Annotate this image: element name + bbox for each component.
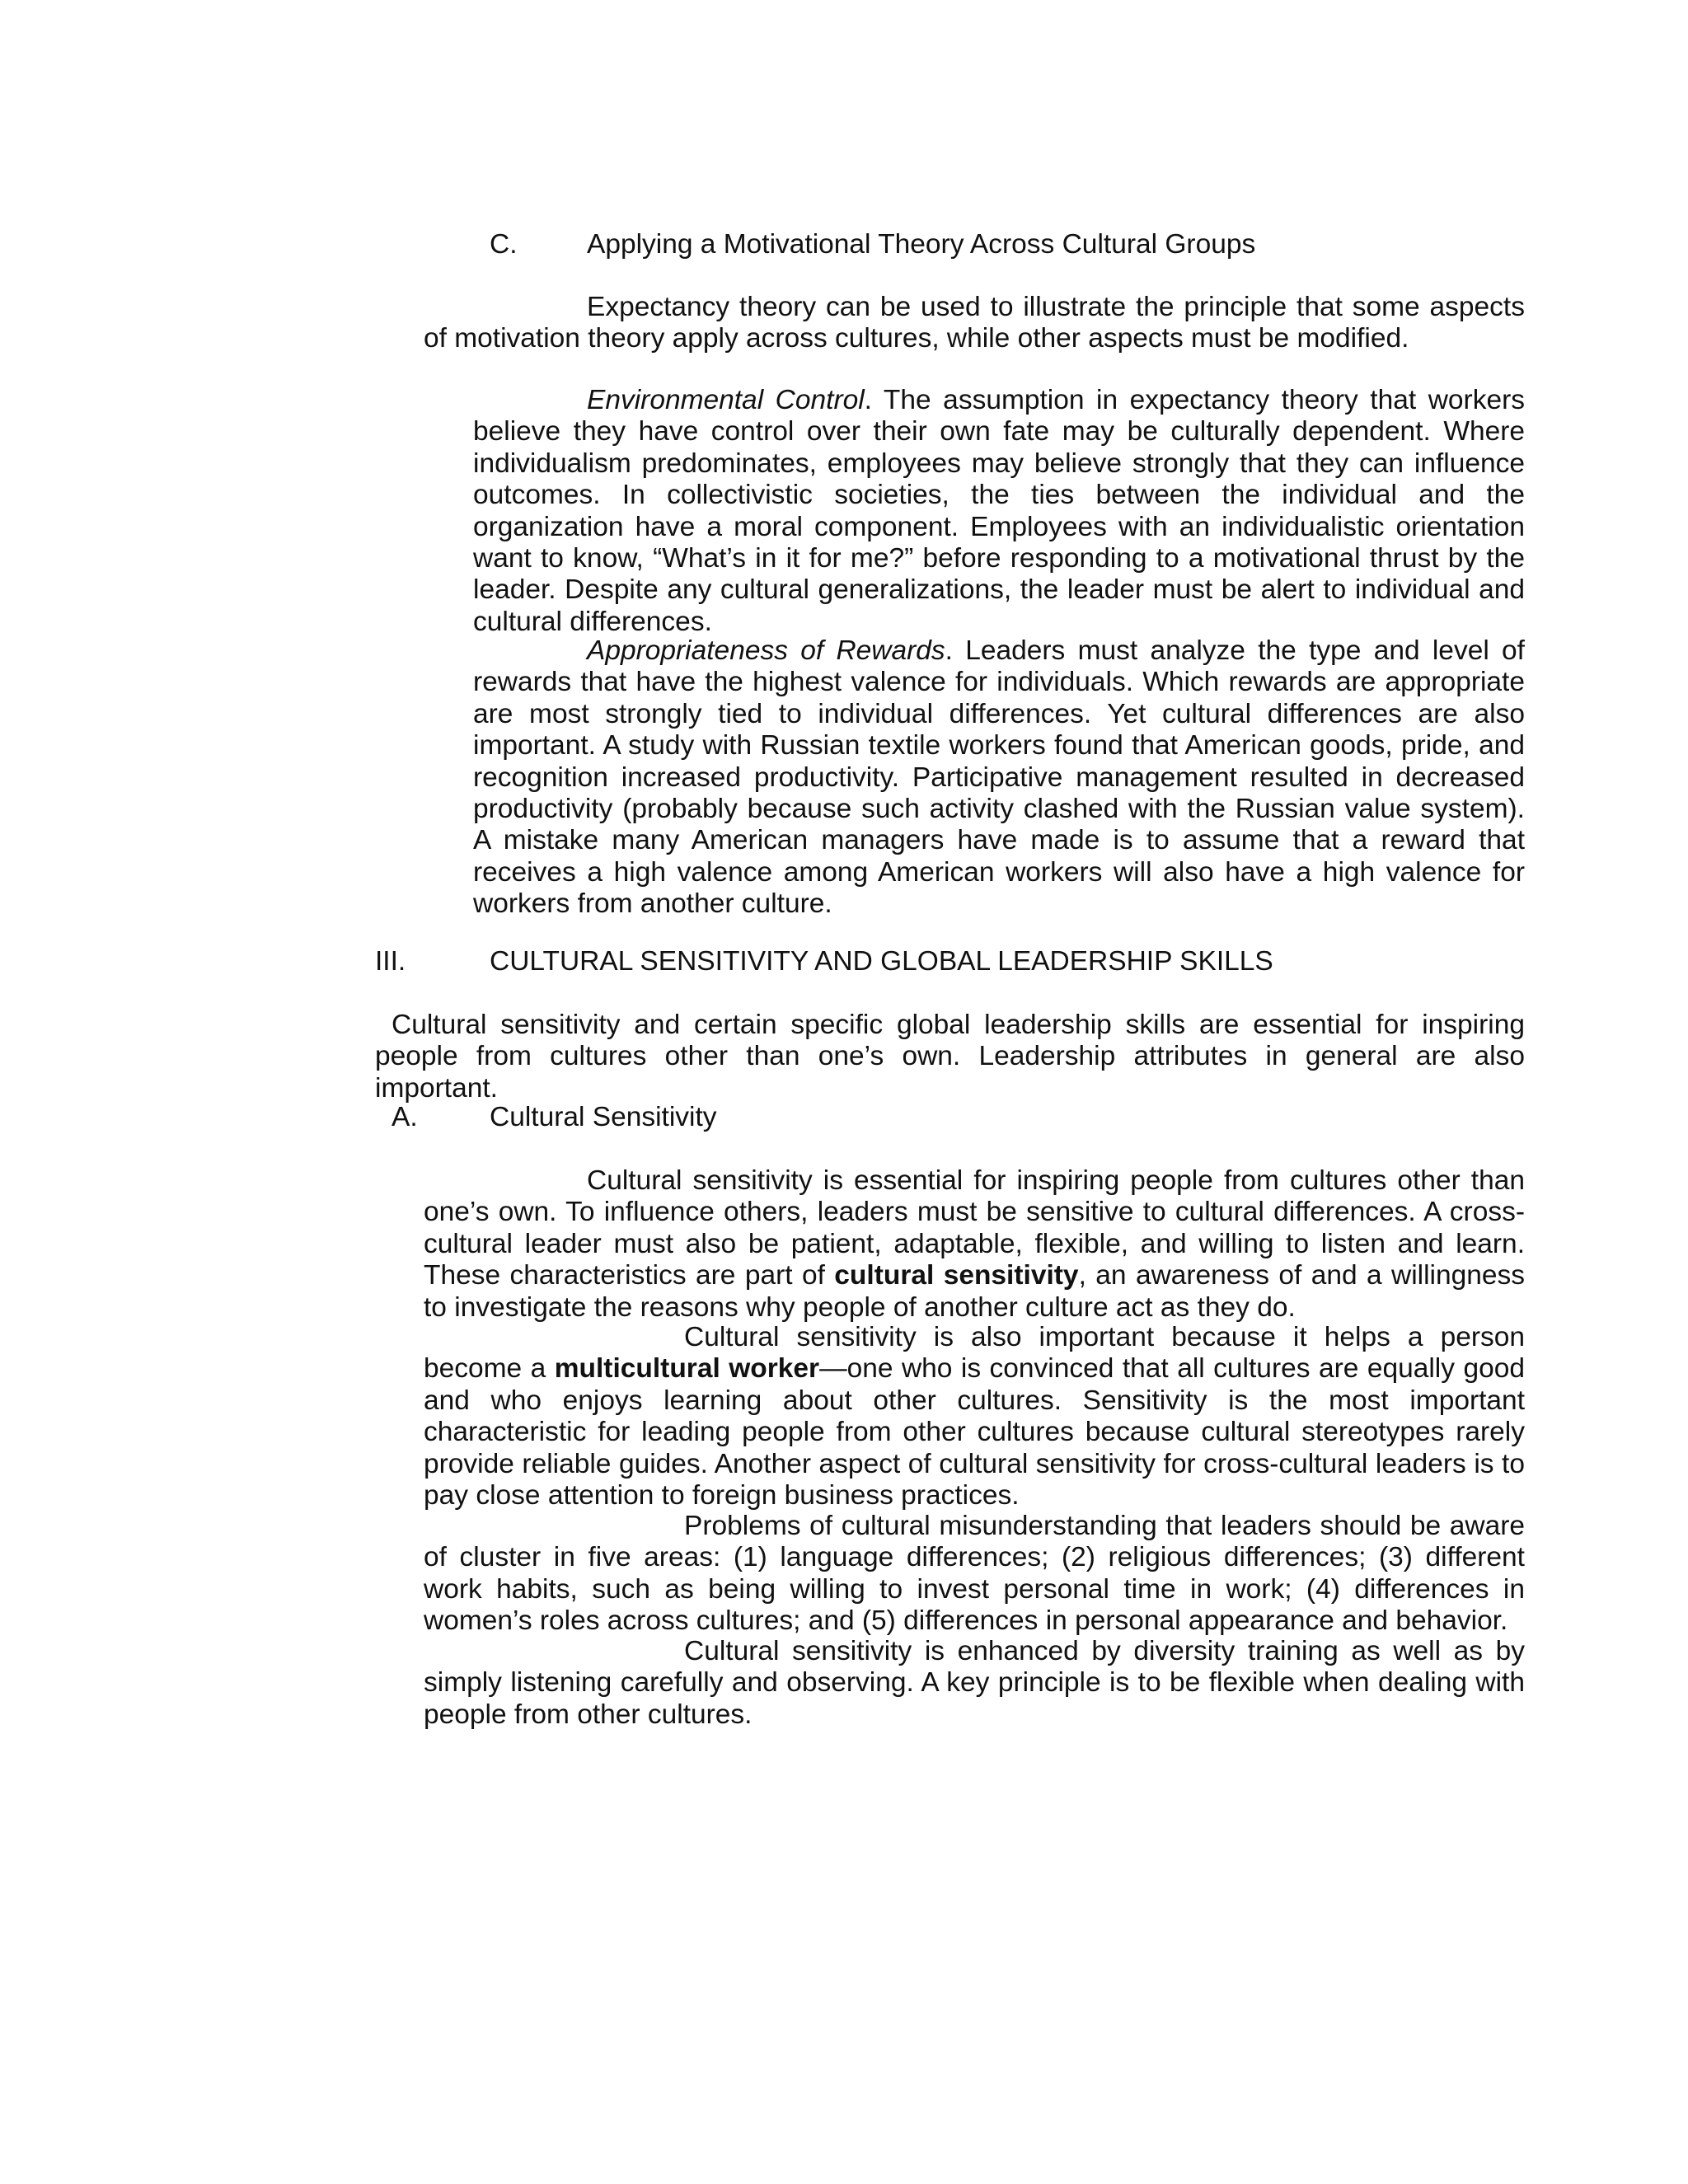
paragraph-cultural-sensitivity-2: Cultural sensitivity is also important because it helps a person become a multicultural worker—one who is convinced that all cultures are equally good and who enjoys learning about other cultures. Sensitivity is the most important characteristic for leading people from other cultures because cultural stereotypes rarely provide reliable guides. Another aspect of cultural sensitivity for cross-cultural leaders is to pay close attention to foreign business practices. <box>424 1322 1525 1511</box>
section-a-number: A. <box>392 1102 418 1132</box>
term-environmental-control: Environmental Control <box>587 385 865 415</box>
paragraph-appropriateness-of-rewards: Appropriateness of Rewards. Leaders must analyze the type and level of rewards that have the highest valence for individuals. Which rewards are appropriate are most strongly tied to individual differences. Yet cultural differences are also important. A study with Russian textile workers found that American goods, pride, and recognition increased productivity. Participative management resulted in decreased productivity (probably because such activity clashed with the Russian value system). A mistake many American managers have made is to assume that a reward that receives a high valence among American workers will also have a high valence for workers from another culture. <box>473 635 1525 920</box>
paragraph-expectancy-theory: Expectancy theory can be used to illustrate the principle that some aspects of motivation theory apply across cultures, while other aspects must be modified. <box>424 292 1525 354</box>
paragraph-environmental-control: Environmental Control. The assumption in expectancy theory that workers believe they have control over their own fate may be culturally dependent. Where individualism predominates, employees may believe strongly that they can influence outcomes. In collectivistic societies, the ties between the individual and the organization have a moral component. Employees with an individualistic orientation want to know, “What’s in it for me?” before responding to a motivational thrust by the leader. Despite any cultural generalizations, the leader must be alert to individual and cultural differences. <box>473 385 1525 637</box>
section-iii-title: CULTURAL SENSITIVITY AND GLOBAL LEADERSHIP SKILLS <box>490 946 1273 977</box>
section-iii-number: III. <box>375 946 406 977</box>
term-cultural-sensitivity: cultural sensitivity <box>834 1260 1079 1291</box>
term-appropriateness-of-rewards: Appropriateness of Rewards <box>587 635 945 666</box>
section-c-title: Applying a Motivational Theory Across Cultural Groups <box>587 229 1256 260</box>
section-a-title: Cultural Sensitivity <box>490 1102 717 1132</box>
paragraph-cultural-sensitivity-4: Cultural sensitivity is enhanced by diversity training as well as by simply listening carefully and observing. A key principle is to be flexible when dealing with people from other cultures. <box>424 1636 1525 1730</box>
paragraph-cultural-sensitivity-3: Problems of cultural misunderstanding that leaders should be aware of cluster in five areas: (1) language differences; (2) religious differences; (3) different work habits, such as being willing to invest personal time in work; (4) differences in women’s roles across cultures; and (5) differences in personal appearance and behavior. <box>424 1511 1525 1637</box>
paragraph-section-iii-intro: Cultural sensitivity and certain specific global leadership skills are essential for inspiring people from cultures other than one’s own. Leadership attributes in general are also important. <box>375 1010 1525 1104</box>
paragraph-cultural-sensitivity-1: Cultural sensitivity is essential for inspiring people from cultures other than one’s own. To influence others, leaders must be sensitive to cultural differences. A cross-cultural leader must also be patient, adaptable, flexible, and willing to listen and learn. These characteristics are part of cultural sensitivity, an awareness of and a willingness to investigate the reasons why people of another culture act as they do. <box>424 1165 1526 1323</box>
section-c-number: C. <box>490 229 518 260</box>
term-multicultural-worker: multicultural worker <box>554 1353 820 1385</box>
